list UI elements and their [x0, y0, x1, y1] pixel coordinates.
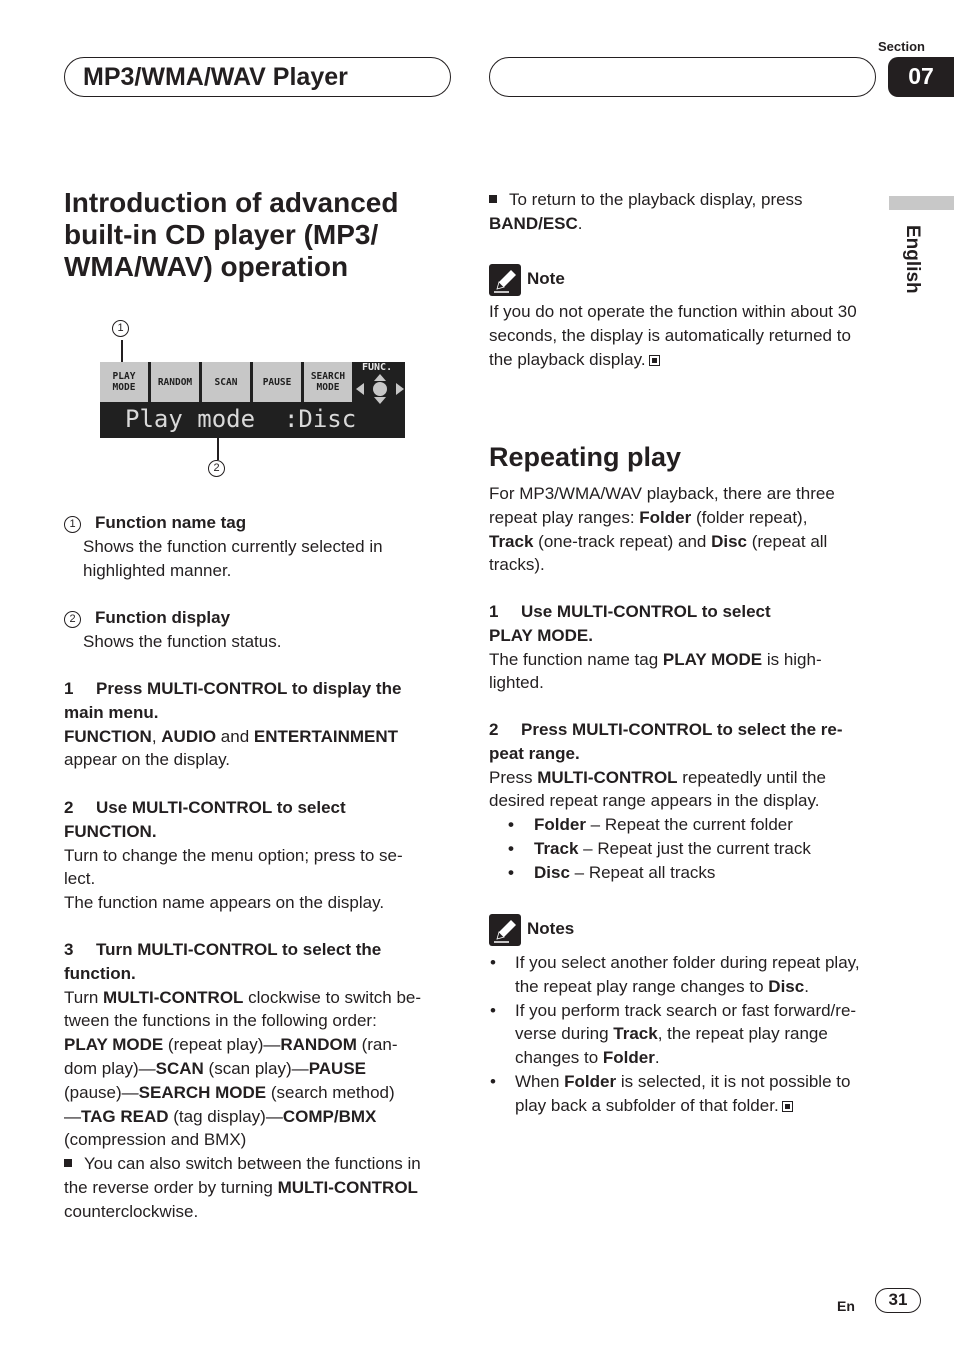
step-number: 2: [489, 720, 499, 739]
step-title: peat range.: [489, 743, 580, 763]
function-tag-pause: PAUSE: [253, 362, 301, 402]
note-text: .: [804, 976, 809, 996]
list-item: [515, 951, 885, 999]
legend-desc: Shows the function status.: [83, 631, 282, 651]
step-number: 1: [489, 602, 499, 621]
callout-marker-2: 2: [208, 460, 225, 477]
heading-line: built-in CD player (MP3/: [64, 219, 379, 250]
callout-marker-1: 1: [112, 320, 129, 337]
footer-language: En: [837, 1298, 855, 1314]
language-tab: [889, 196, 954, 210]
step-2-right: [489, 718, 884, 885]
function-name: RANDOM: [280, 1035, 357, 1055]
note-text: changes to: [515, 1048, 603, 1068]
func-label: FUNC.: [362, 362, 393, 373]
menu-name: ENTERTAINMENT: [253, 726, 399, 746]
step-title: function.: [64, 963, 136, 983]
function-name: SEARCH MODE: [138, 1082, 267, 1102]
notes-body: [515, 951, 885, 1118]
step-3-left: [64, 938, 456, 1224]
end-mark-icon: [649, 355, 660, 366]
control-name: BAND/ESC: [489, 213, 578, 233]
option-name: Track: [489, 531, 534, 551]
tip-text: To return to the playback display, press: [509, 190, 803, 209]
function-display-text: Play mode :Disc: [125, 405, 357, 433]
control-name: MULTI-CONTROL: [537, 767, 678, 787]
legend-title: Function display: [95, 608, 231, 627]
step-title: Press MULTI-CONTROL to display the: [96, 679, 402, 698]
note-pencil-icon: [489, 264, 521, 296]
text: For MP3/WMA/WAV playback, there are three: [489, 484, 835, 503]
text: repeat play ranges:: [489, 507, 640, 527]
list-item: [515, 1070, 885, 1118]
text: tracks).: [489, 555, 545, 575]
text: is high-: [762, 649, 822, 669]
list-item: [534, 837, 884, 861]
option-name: Folder: [534, 815, 586, 835]
tip-text: the reverse order by turning: [64, 1177, 278, 1197]
note-text: seconds, the display is automatically returned to: [489, 325, 851, 345]
callout-line-2: [217, 438, 219, 460]
note-text: verse during: [515, 1024, 614, 1044]
step-title: main menu.: [64, 702, 159, 722]
list-item: [515, 999, 885, 1070]
option-name: Track: [534, 838, 579, 858]
text: and: [216, 726, 254, 746]
text: dom play)—: [64, 1058, 156, 1078]
list-item: [534, 861, 884, 885]
text: .: [577, 213, 583, 233]
repeat-intro: [489, 482, 884, 577]
end-mark-icon: [782, 1101, 793, 1112]
page-heading: [64, 187, 464, 283]
lcd-display: [100, 362, 405, 438]
note-text: .: [654, 1048, 660, 1068]
text: ,: [151, 726, 162, 746]
heading-line: Introduction of advanced: [64, 187, 399, 218]
text: (repeat play)—: [163, 1035, 281, 1055]
note-text: , the repeat play range: [657, 1024, 828, 1044]
text: lighted.: [489, 673, 544, 693]
option-name: Disc: [534, 862, 570, 882]
step-1-right: [489, 600, 884, 695]
legend-desc: highlighted manner.: [83, 560, 232, 580]
legend-item: [64, 606, 454, 654]
function-tag-random: RANDOM: [151, 362, 199, 402]
text: (pause)—: [64, 1082, 139, 1102]
text: (scan play)—: [203, 1058, 309, 1078]
text: tween the functions in the following order:: [64, 1011, 377, 1031]
section-heading: Repeating play: [489, 442, 682, 472]
step-title: Use MULTI-CONTROL to select: [96, 798, 346, 817]
text: (repeat all: [747, 531, 828, 551]
step-number: 2: [64, 798, 74, 817]
function-name: PAUSE: [308, 1058, 366, 1078]
text: Press: [489, 767, 538, 787]
option-desc: – Repeat the current folder: [585, 815, 793, 835]
menu-name: FUNCTION: [64, 726, 152, 746]
note-text: • If you select another folder during repeat play,: [515, 953, 860, 972]
page-number: 31: [875, 1288, 921, 1313]
option-name: Folder: [639, 507, 692, 527]
header-blank-box: [489, 57, 876, 97]
tip-text: You can also switch between the functions in: [84, 1154, 421, 1174]
function-name: SCAN: [155, 1058, 204, 1078]
step-title: PLAY MODE.: [489, 625, 593, 645]
legend-item: [64, 511, 454, 582]
note-body: [489, 300, 884, 371]
note-header: [489, 264, 565, 296]
text: (tag display)—: [168, 1106, 283, 1126]
legend-marker: 2: [64, 611, 81, 628]
repeat-range-list: [489, 813, 884, 884]
note-text: When: [515, 1071, 565, 1091]
legend-desc: Shows the function currently selected in: [83, 536, 383, 556]
step-number: 3: [64, 940, 74, 959]
option-name: Folder: [602, 1048, 655, 1068]
section-number-badge: 07: [888, 57, 954, 97]
text: lect.: [64, 869, 96, 889]
step-title: Press MULTI-CONTROL to select the re-: [521, 720, 843, 739]
note-text: • If you perform track search or fast forward/re-: [515, 1000, 857, 1020]
text: desired repeat range appears in the display.: [489, 791, 820, 811]
option-desc: – Repeat all tracks: [569, 862, 716, 882]
function-tag-play-mode: PLAY MODE: [100, 362, 148, 402]
note-text: is selected, it is not possible to: [616, 1071, 851, 1091]
text: clockwise to switch be-: [243, 987, 422, 1007]
text: (compression and BMX): [64, 1130, 247, 1150]
control-name: MULTI-CONTROL: [103, 987, 244, 1007]
step-title: FUNCTION.: [64, 821, 157, 841]
multi-control-icon: [356, 374, 404, 404]
step-title: Turn MULTI-CONTROL to select the: [96, 940, 382, 959]
menu-name: AUDIO: [161, 726, 217, 746]
text: The function name tag: [489, 649, 663, 669]
header-title-box: [64, 57, 451, 97]
tip-square-icon: [489, 195, 497, 203]
step-title: Use MULTI-CONTROL to select: [521, 602, 771, 621]
function-name: PLAY MODE: [662, 649, 763, 669]
legend-title: Function name tag: [95, 513, 247, 532]
option-name: Disc: [711, 531, 748, 551]
function-tag-scan: SCAN: [202, 362, 250, 402]
text: (ran-: [356, 1035, 398, 1055]
text: appear on the display.: [64, 750, 231, 770]
text: Turn to change the menu option; press to se-: [64, 845, 403, 865]
control-name: MULTI-CONTROL: [277, 1177, 418, 1197]
function-tag-search-mode: SEARCH MODE: [304, 362, 352, 402]
function-name: COMP/BMX: [282, 1106, 377, 1126]
text: repeatedly until the: [677, 767, 826, 787]
section-label: Section: [878, 39, 925, 54]
step-2-left: [64, 796, 456, 915]
function-name: PLAY MODE: [64, 1035, 164, 1055]
function-name: TAG READ: [81, 1106, 169, 1126]
tip-text: counterclockwise.: [64, 1201, 199, 1221]
option-desc: – Repeat just the current track: [578, 838, 811, 858]
option-name: Disc: [768, 976, 805, 996]
text: —: [64, 1106, 81, 1126]
option-name: Track: [613, 1024, 658, 1044]
return-tip: [489, 188, 879, 236]
language-label: English: [902, 225, 923, 294]
notes-header: [489, 914, 574, 946]
notes-title: Notes: [527, 919, 575, 939]
step-1-left: [64, 677, 456, 772]
note-title: Note: [527, 269, 565, 289]
note-text: the repeat play range changes to: [515, 976, 769, 996]
text: Turn: [64, 987, 104, 1007]
option-name: Folder: [564, 1071, 617, 1091]
note-text: the playback display.: [489, 349, 646, 369]
text: (folder repeat),: [691, 507, 808, 527]
header-title: MP3/WMA/WAV Player: [83, 63, 348, 91]
heading-line: WMA/WAV) operation: [64, 251, 349, 282]
legend-marker: 1: [64, 516, 81, 533]
tip-square-icon: [64, 1159, 72, 1167]
display-figure: [64, 310, 444, 490]
note-pencil-icon: [489, 914, 521, 946]
note-text: If you do not operate the function within about 30: [489, 302, 857, 321]
step-number: 1: [64, 679, 74, 698]
list-item: [534, 813, 884, 837]
text: The function name appears on the display.: [64, 893, 385, 913]
text: (one-track repeat) and: [533, 531, 712, 551]
note-text: play back a subfolder of that folder.: [515, 1095, 779, 1115]
text: (search method): [266, 1082, 395, 1102]
